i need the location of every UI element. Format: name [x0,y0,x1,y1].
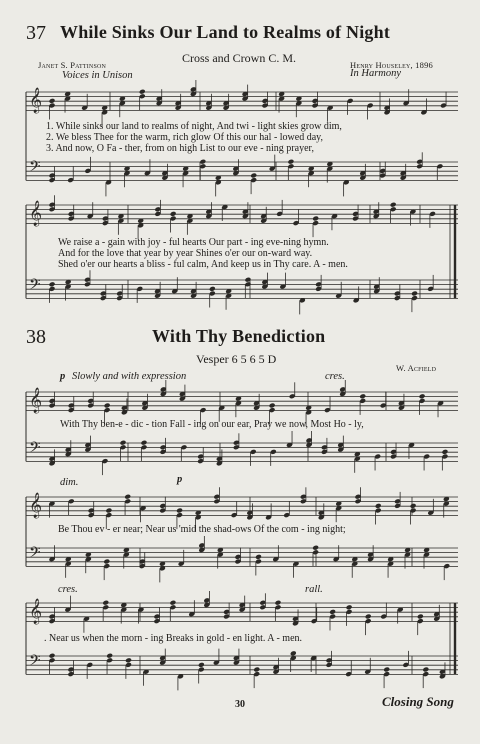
note-head [390,202,397,208]
note-head [139,89,146,95]
note-head [422,667,429,673]
bass-clef: 𝄢 [29,544,41,565]
note-head [250,173,257,179]
composer-credit: W. Acfield [396,363,437,373]
note-head [125,657,132,663]
bass-clef: 𝄢 [29,276,41,297]
note-head [346,604,353,610]
tune-name: Cross and Crown C. M. [182,51,297,65]
hymn-number: 38 [26,326,46,348]
direction-harmony: In Harmony [350,68,402,79]
note-head [124,494,131,500]
note-head [269,403,276,409]
note-head [176,508,183,514]
hymn-number: 37 [26,22,46,44]
dynamic-cres: cres. [325,371,345,382]
note-head [375,503,382,509]
note-head [287,159,294,165]
lyric-verse-2: 2. We bless Thee for the warm, rich glow Of this our hal - lowed day, [46,132,323,143]
note-head [255,554,262,560]
dynamic-rall: rall. [305,584,323,595]
note-head [106,653,113,659]
dynamic-cres: cres. [58,584,78,595]
lyric-line-3: . Near us when the morn - ing Breaks in gold - en light. A - men. [44,633,303,644]
note-head [170,211,177,217]
bass-clef: 𝄢 [29,158,41,179]
lyric-line-1: With Thy ben-e - dic - tion Fall - ing on our ear, Pray we now, Most Ho - ly, [60,419,364,430]
lyricist-credit: Janet S. Pattinson [38,60,107,70]
dynamic-dim: dim. [60,477,79,488]
note-head [411,291,418,297]
direction-expression: Slowly and with expression [72,371,187,382]
lyric-verse-3: 3. And now, O Fa - ther, from on high List to our eve - ning prayer, [46,143,314,154]
note-head [410,503,417,509]
note-head [383,667,390,673]
note-head [365,614,372,620]
note-head [120,440,127,446]
treble-clef: 𝄞 [29,599,43,624]
note-head [275,600,282,606]
tune-name: Vesper 6 5 6 5 D [196,352,277,366]
note-head [209,286,216,292]
hymn-title: While Sinks Our Land to Realms of Night [60,22,391,42]
note-head [104,403,111,409]
dynamic-p: p [60,371,66,382]
treble-clef: 𝄞 [29,201,43,226]
note-head [253,667,260,673]
treble-clef: 𝄞 [29,88,43,113]
lyric-verse-1: 1. While sinks our land to realms of night, And twi - light skies grow dim, [46,121,342,132]
note-head [417,614,424,620]
treble-clef: 𝄞 [29,493,43,518]
section-title: Closing Song [382,694,454,709]
composer-credit: Henry Houseley, 1896 [350,60,433,70]
lyric-verse-2-cont: And for the love that year by year Shines o'er our on-ward way. [58,248,313,259]
note-head [329,609,336,615]
note-head [141,440,148,446]
lyric-line-2: Be Thou ev - er near; Near us 'mid the shad-ows Of the com - ing night; [58,524,346,535]
direction-unison: Voices in Unison [62,70,133,81]
dynamic-p: p [177,474,183,485]
note-head [199,159,206,165]
lyric-verse-3-cont: Shed o'er our hearts a bliss - ful calm, And keep us in Thy care. A - men. [58,259,348,270]
note-head [169,600,176,606]
hymn-title: With Thy Benediction [152,326,326,346]
page-number: 30 [235,699,245,710]
note-head [419,393,426,399]
note-head [312,216,319,222]
note-head [49,653,56,659]
note-head [102,600,109,606]
bass-clef: 𝄢 [29,652,41,673]
note-head [359,393,366,399]
note-head [290,650,297,656]
note-head [103,559,110,565]
note-head [441,449,448,455]
note-head [49,98,56,104]
note-head [49,281,56,287]
note-head [198,662,205,668]
note-head [312,545,319,551]
bass-clef: 𝄢 [29,439,41,460]
lyric-verse-1-cont: We raise a - gain with joy - ful hearts Our part - ing eve-ning hymn. [58,237,329,248]
treble-clef: 𝄞 [29,388,43,413]
note-head [105,508,112,514]
